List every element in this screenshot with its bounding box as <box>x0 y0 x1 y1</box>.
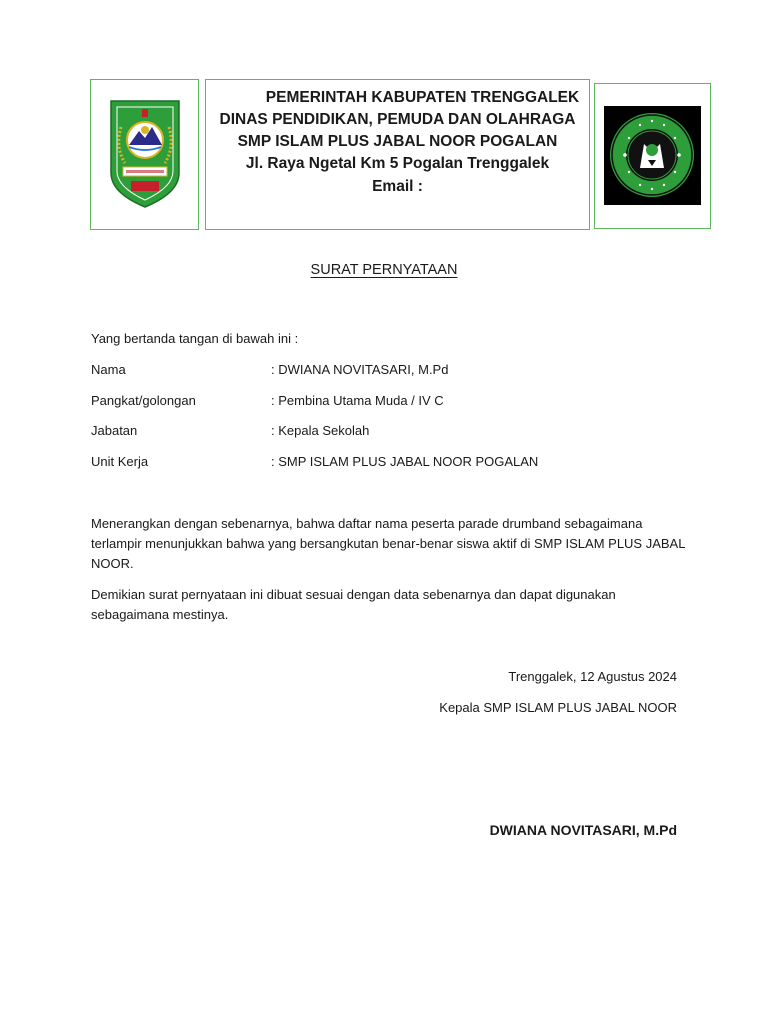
agency-name: DINAS PENDIDIKAN, PEMUDA DAN OLAHRAGA <box>219 111 576 128</box>
document-title: SURAT PERNYATAAN <box>310 262 458 278</box>
field-value-pangkat: : Pembina Utama Muda / IV C <box>271 393 444 408</box>
school-logo-box <box>594 83 711 229</box>
school-email: Email : <box>372 178 423 195</box>
field-label-jabatan: Jabatan <box>91 423 138 438</box>
government-name: PEMERINTAH KABUPATEN TRENGGALEK <box>265 89 580 106</box>
field-label-unit-kerja: Unit Kerja <box>91 454 149 469</box>
field-label-nama: Nama <box>91 362 126 377</box>
field-value-unit-kerja: : SMP ISLAM PLUS JABAL NOOR POGALAN <box>271 454 539 469</box>
body-paragraph-2: Demikian surat pernyataan ini dibuat sesuai dengan data sebenarnya dan dapat digunakan sebagaimana mestinya. <box>91 587 616 622</box>
signer-title: Kepala SMP ISLAM PLUS JABAL NOOR <box>439 700 677 715</box>
field-label-pangkat: Pangkat/golongan <box>91 393 196 408</box>
school-logo <box>604 106 701 205</box>
intro-text: Yang bertanda tangan di bawah ini : <box>91 331 299 346</box>
regency-emblem-box <box>90 79 199 230</box>
field-value-nama: : DWIANA NOVITASARI, M.Pd <box>271 362 449 377</box>
field-value-jabatan: : Kepala Sekolah <box>271 423 370 438</box>
school-address: Jl. Raya Ngetal Km 5 Pogalan Trenggalek <box>245 155 550 172</box>
regency-emblem-icon <box>109 97 181 209</box>
place-date: Trenggalek, 12 Agustus 2024 <box>508 669 677 684</box>
signer-name: DWIANA NOVITASARI, M.Pd <box>489 822 677 838</box>
body-paragraph-1: Menerangkan dengan sebenarnya, bahwa daftar nama peserta parade drumband sebagaimana terlampir menunjukkan bahwa yang bersangkutan benar-benar siswa aktif di SMP ISLAM PLUS JABAL NOOR. <box>91 516 685 571</box>
school-name: SMP ISLAM PLUS JABAL NOOR POGALAN <box>237 133 558 150</box>
letterhead <box>205 79 590 230</box>
school-badge-icon <box>604 106 701 205</box>
